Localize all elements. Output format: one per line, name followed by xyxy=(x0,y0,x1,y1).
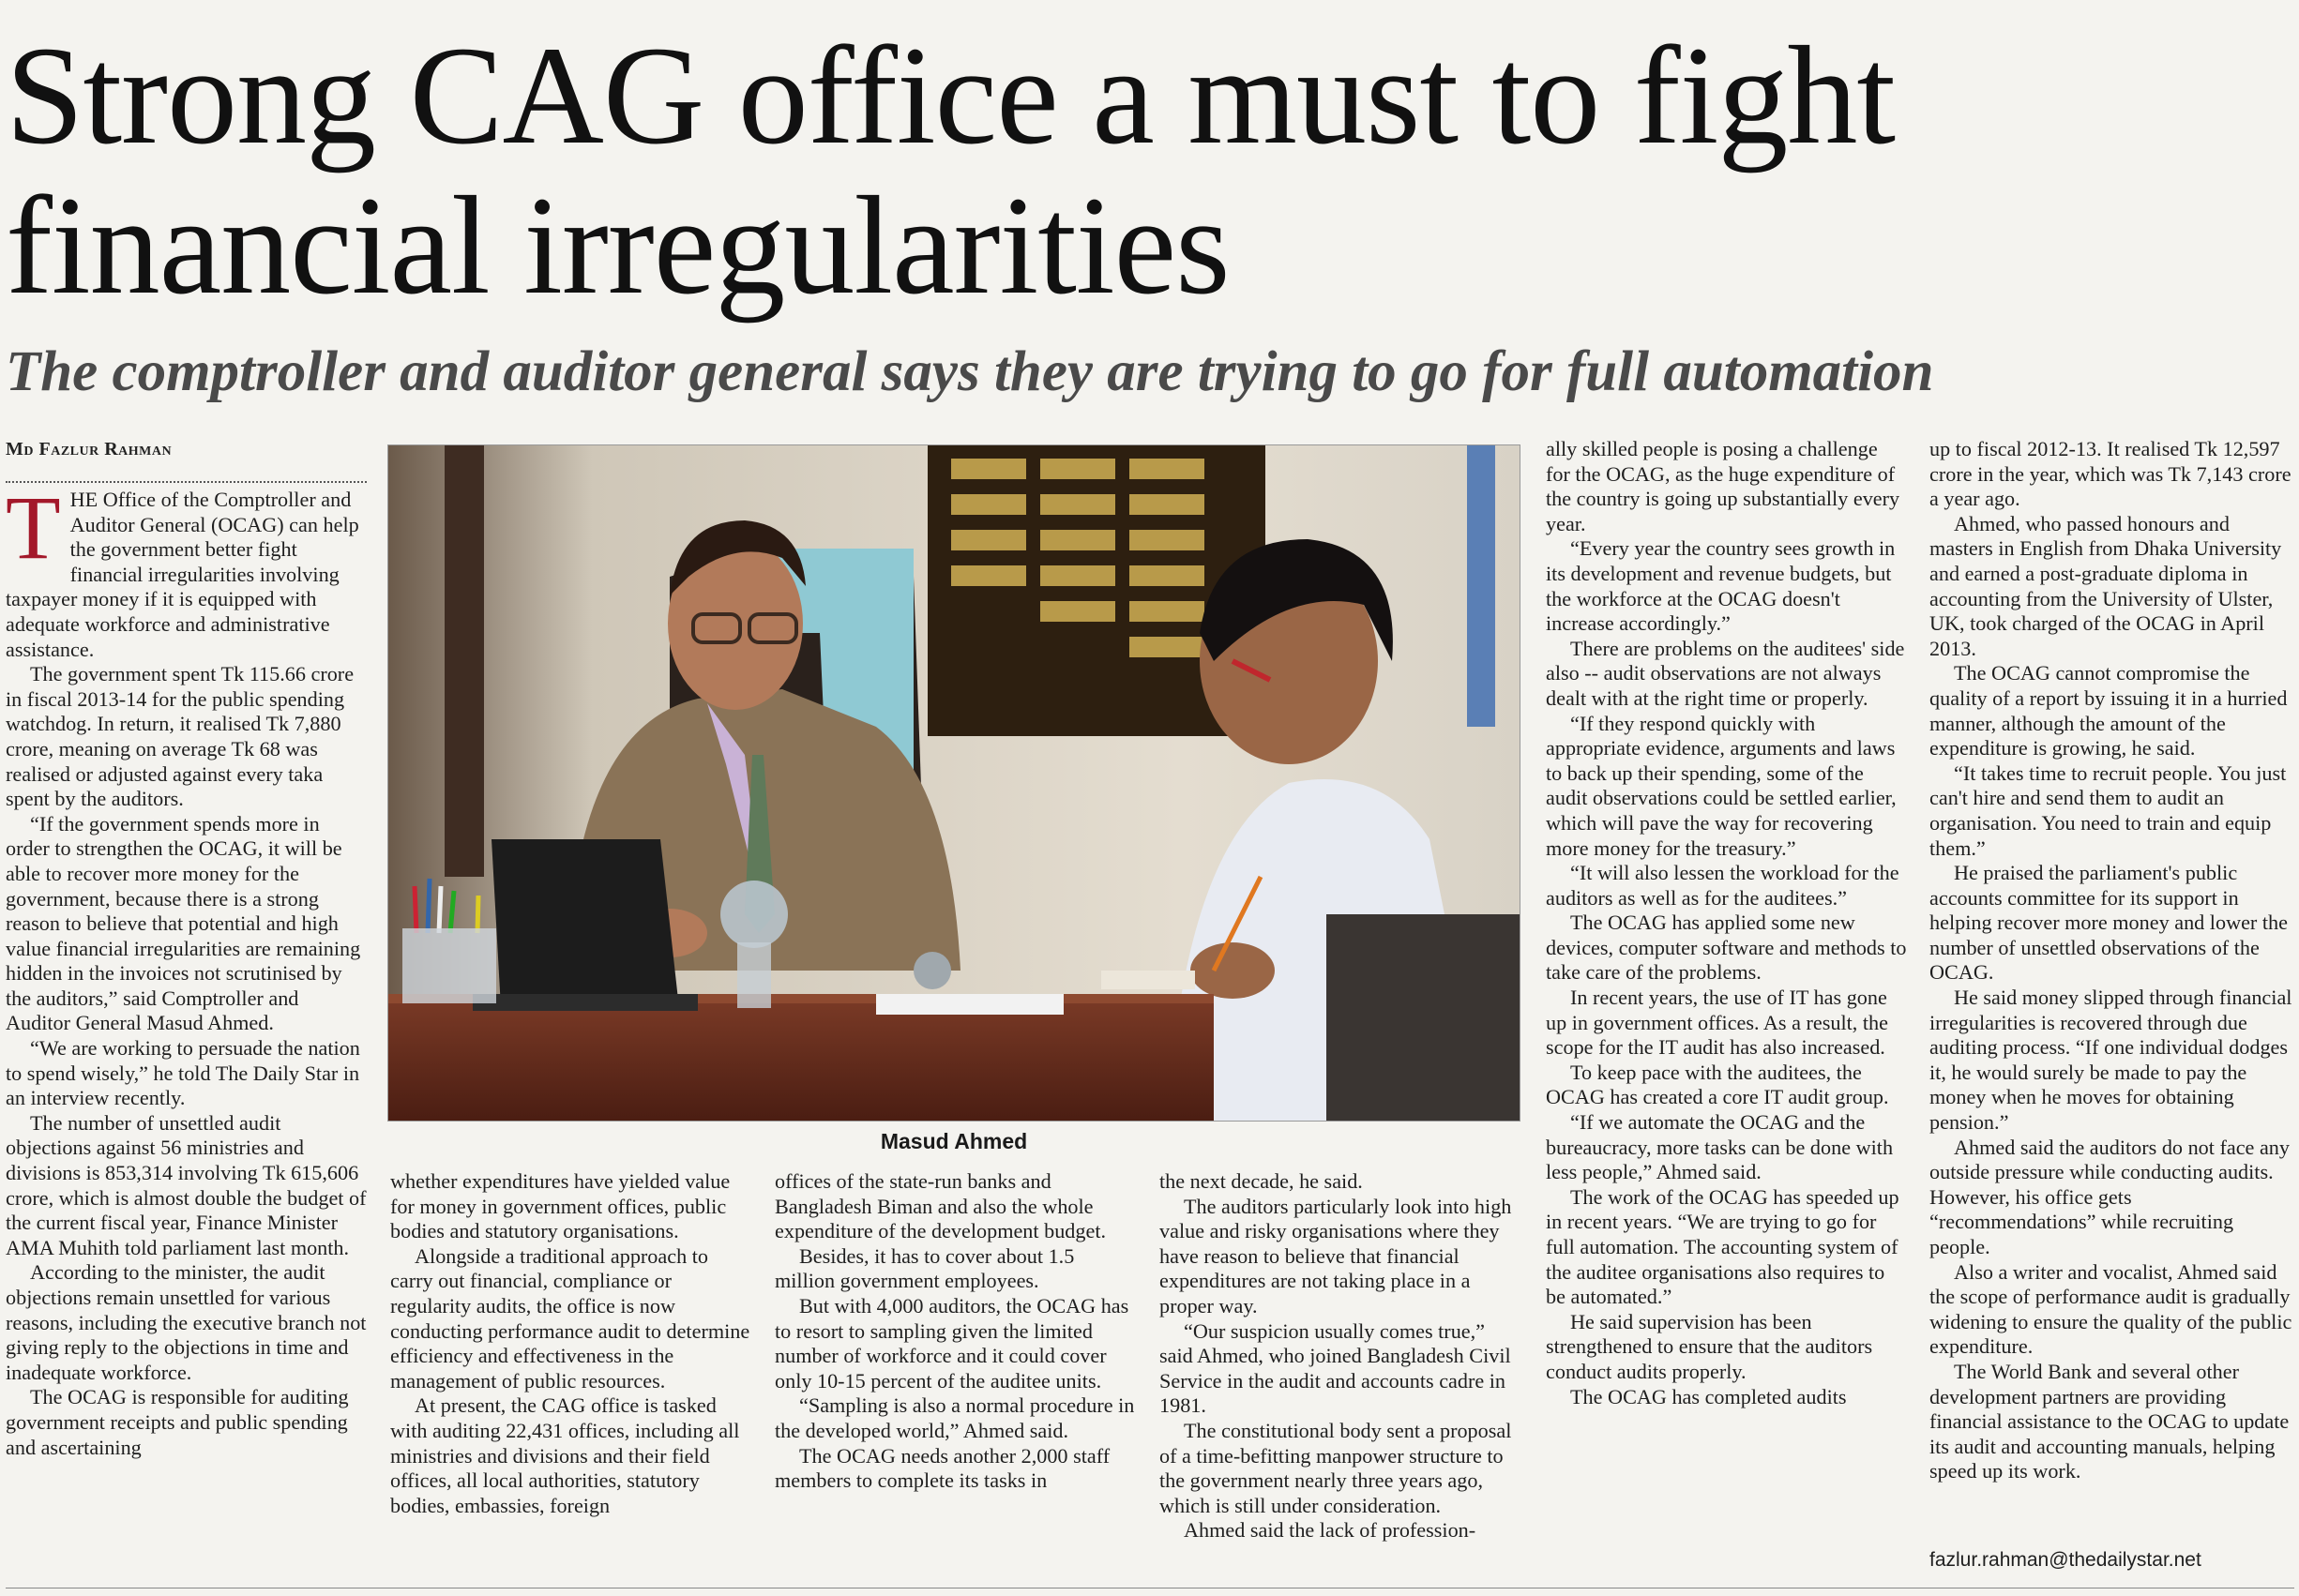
paragraph: “Every year the country sees growth in its development and revenue budgets, but the workforce at the OCAG doesn't increase accordingly.” xyxy=(1546,536,1896,636)
paragraph: “We are working to persuade the nation to spend wisely,” he told The Daily Star in an interview recently. xyxy=(6,1036,360,1110)
paragraph: In recent years, the use of IT has gone up in government offices. As a result, the scope for the IT audit has also increased. xyxy=(1546,986,1888,1060)
article-column-4 xyxy=(1159,1169,1520,1543)
paragraph: “Sampling is also a normal procedure in the developed world,” Ahmed said. xyxy=(775,1393,1135,1442)
paragraph: “It takes time to recruit people. You just can't hire and send them to audit an organisation. You need to train and equip them.” xyxy=(1929,760,2287,860)
paragraph: The auditors particularly look into high value and risky organisations where they have reason to believe that financial expenditures are not taking place in a proper way. xyxy=(1159,1194,1512,1317)
paragraph: The OCAG cannot compromise the quality of a report by issuing it in a hurried manner, although the amount of the expenditure is growing, he said. xyxy=(1929,661,2288,760)
paragraph: up to fiscal 2012-13. It realised Tk 12,597 crore in the year, which was Tk 7,143 crore a year ago. xyxy=(1929,437,2291,511)
headline xyxy=(6,18,2276,324)
article-column-2 xyxy=(390,1169,751,1518)
paragraph: whether expenditures have yielded value for money in government offices, public bodies and statutory organisations. xyxy=(390,1169,731,1243)
photo-illustration xyxy=(388,445,1520,1122)
article-photo xyxy=(387,444,1520,1122)
paragraph: At present, the CAG office is tasked with auditing 22,431 offices, including all ministries and divisions and their field offices, all local authorities, statutory bodies, embassies, foreign xyxy=(390,1393,740,1517)
paragraph: the next decade, he said. xyxy=(1159,1169,1363,1193)
headline-line-2: financial irregularities xyxy=(6,168,1230,324)
author-email[interactable]: fazlur.rahman@thedailystar.net xyxy=(1929,1549,2201,1571)
paragraph: Alongside a traditional approach to carry out financial, compliance or regularity audits, the office is now conducting performance audit to determine efficiency and effectiveness in the management of public resources. xyxy=(390,1243,750,1393)
drop-cap: T xyxy=(6,477,61,578)
paragraph: According to the minister, the audit objections remain unsettled for various reasons, including the executive branch not giving reply to the objections in time and inadequate workforce. xyxy=(6,1260,367,1384)
paragraph: “Our suspicion usually comes true,” said Ahmed, who joined Bangladesh Civil Service in the audit and accounts cadre in 1981. xyxy=(1159,1318,1511,1418)
paragraph: There are problems on the auditees' side also -- audit observations are not always dealt with at the right time or properly. xyxy=(1546,636,1905,710)
paragraph: “It will also lessen the workload for the auditors as well as for the auditees.” xyxy=(1546,861,1899,910)
paragraph: “If they respond quickly with appropriate evidence, arguments and laws to back up their spending, some of the audit observations could be settled earlier, which will pave the way for recovering more money for the treasury.” xyxy=(1546,711,1897,860)
paragraph: Ahmed said the lack of profession- xyxy=(1184,1518,1476,1543)
photo-caption: Masud Ahmed xyxy=(880,1129,1028,1153)
article-column-5 xyxy=(1546,437,1907,1409)
paragraph: To keep pace with the auditees, the OCAG has created a core IT audit group. xyxy=(1546,1060,1889,1109)
paragraph: But with 4,000 auditors, the OCAG has to resort to sampling given the limited number of workforce and it could cover only 10-15 percent of the auditee units. xyxy=(775,1293,1129,1393)
paragraph: The constitutional body sent a proposal of a time-befitting manpower structure to the government nearly three years ago, which is still under consideration. xyxy=(1159,1418,1512,1517)
paragraph: “If the government spends more in order to strengthen the OCAG, it will be able to recover more money for the government, because there is a strong reason to believe that potential and high value financial irregularities are remaining hidden in the invoices not scrutinised by the auditors,” said Comptroller and Auditor General Masud Ahmed. xyxy=(6,811,361,1035)
paragraph: The government spent Tk 115.66 crore in fiscal 2013-14 for the public spending watchdog. In return, it realised Tk 7,880 crore, meaning on average Tk 68 was realised or adjusted against every taka spent by the auditors. xyxy=(6,662,355,811)
paragraph: The OCAG has completed audits xyxy=(1570,1384,1847,1408)
paragraph: The World Bank and several other development partners are providing financial assistance to the OCAG to update its audit and accounting manuals, helping speed up its work. xyxy=(1929,1359,2290,1483)
paragraph: The number of unsettled audit objections against 56 ministries and divisions is 853,314 involving Tk 615,606 crore, which is almost double the budget of the current fiscal year, Finance Minister AMA Muhith told parliament last month. xyxy=(6,1110,367,1259)
lead-text: HE Office of the Comptroller and Auditor General (OCAG) can help the government better fight financial irregularities involving taxpayer money if it is equipped with adequate workforce and administrative assistance. xyxy=(6,488,359,661)
paragraph: offices of the state-run banks and Bangladesh Biman and also the whole expenditure of the development budget. xyxy=(775,1169,1107,1243)
paragraph: The OCAG is responsible for auditing government receipts and public spending and ascertaining xyxy=(6,1385,349,1459)
paragraph: “If we automate the OCAG and the bureaucracy, more tasks can be done with less people,” Ahmed said. xyxy=(1546,1110,1894,1184)
article-column-3 xyxy=(775,1169,1136,1494)
byline: Md Fazlur Rahman xyxy=(6,439,367,483)
paragraph: Besides, it has to cover about 1.5 million government employees. xyxy=(775,1243,1075,1293)
paragraph: He said supervision has been strengthened to ensure that the auditors conduct audits properly. xyxy=(1546,1309,1873,1383)
lead-paragraph xyxy=(6,477,367,662)
paragraph: Also a writer and vocalist, Ahmed said the scope of performance audit is gradually widening to ensure the quality of the public expenditure. xyxy=(1929,1259,2292,1359)
paragraph: ally skilled people is posing a challenge for the OCAG, as the huge expenditure of the country is going up substantially every year. xyxy=(1546,437,1900,535)
paragraph: Ahmed, who passed honours and masters in English from Dhaka University and earned a post-graduate diploma in accounting from the University of Ulster, UK, took charged of the OCAG in April 2013. xyxy=(1929,511,2282,660)
paragraph: The OCAG has applied some new devices, computer software and methods to take care of the problems. xyxy=(1546,911,1907,985)
paragraph: He praised the parliament's public accounts committee for its support in helping recover more money and lower the number of unsettled observations of the OCAG. xyxy=(1929,861,2288,985)
paragraph: The work of the OCAG has speeded up in recent years. “We are trying to go for full automation. The accounting system of the auditee organisations also requires to be automated.” xyxy=(1546,1184,1899,1309)
paragraph: Ahmed said the auditors do not face any outside pressure while conducting audits. However, his office gets “recommendations” while recruiting people. xyxy=(1929,1135,2290,1258)
article-column-6 xyxy=(1929,437,2293,1484)
paragraph: He said money slipped through financial irregularities is recovered through due auditing process. “If one individual dodges it, he would surely be made to pay the money when he moves for obtaining pension.” xyxy=(1929,986,2292,1135)
article-column-1 xyxy=(6,477,367,1460)
headline-line-1: Strong CAG office a must to fight xyxy=(6,18,1896,173)
paragraph: The OCAG needs another 2,000 staff members to complete its tasks in xyxy=(775,1443,1111,1493)
subheadline: The comptroller and auditor general says they are trying to go for full automation xyxy=(6,340,1934,403)
